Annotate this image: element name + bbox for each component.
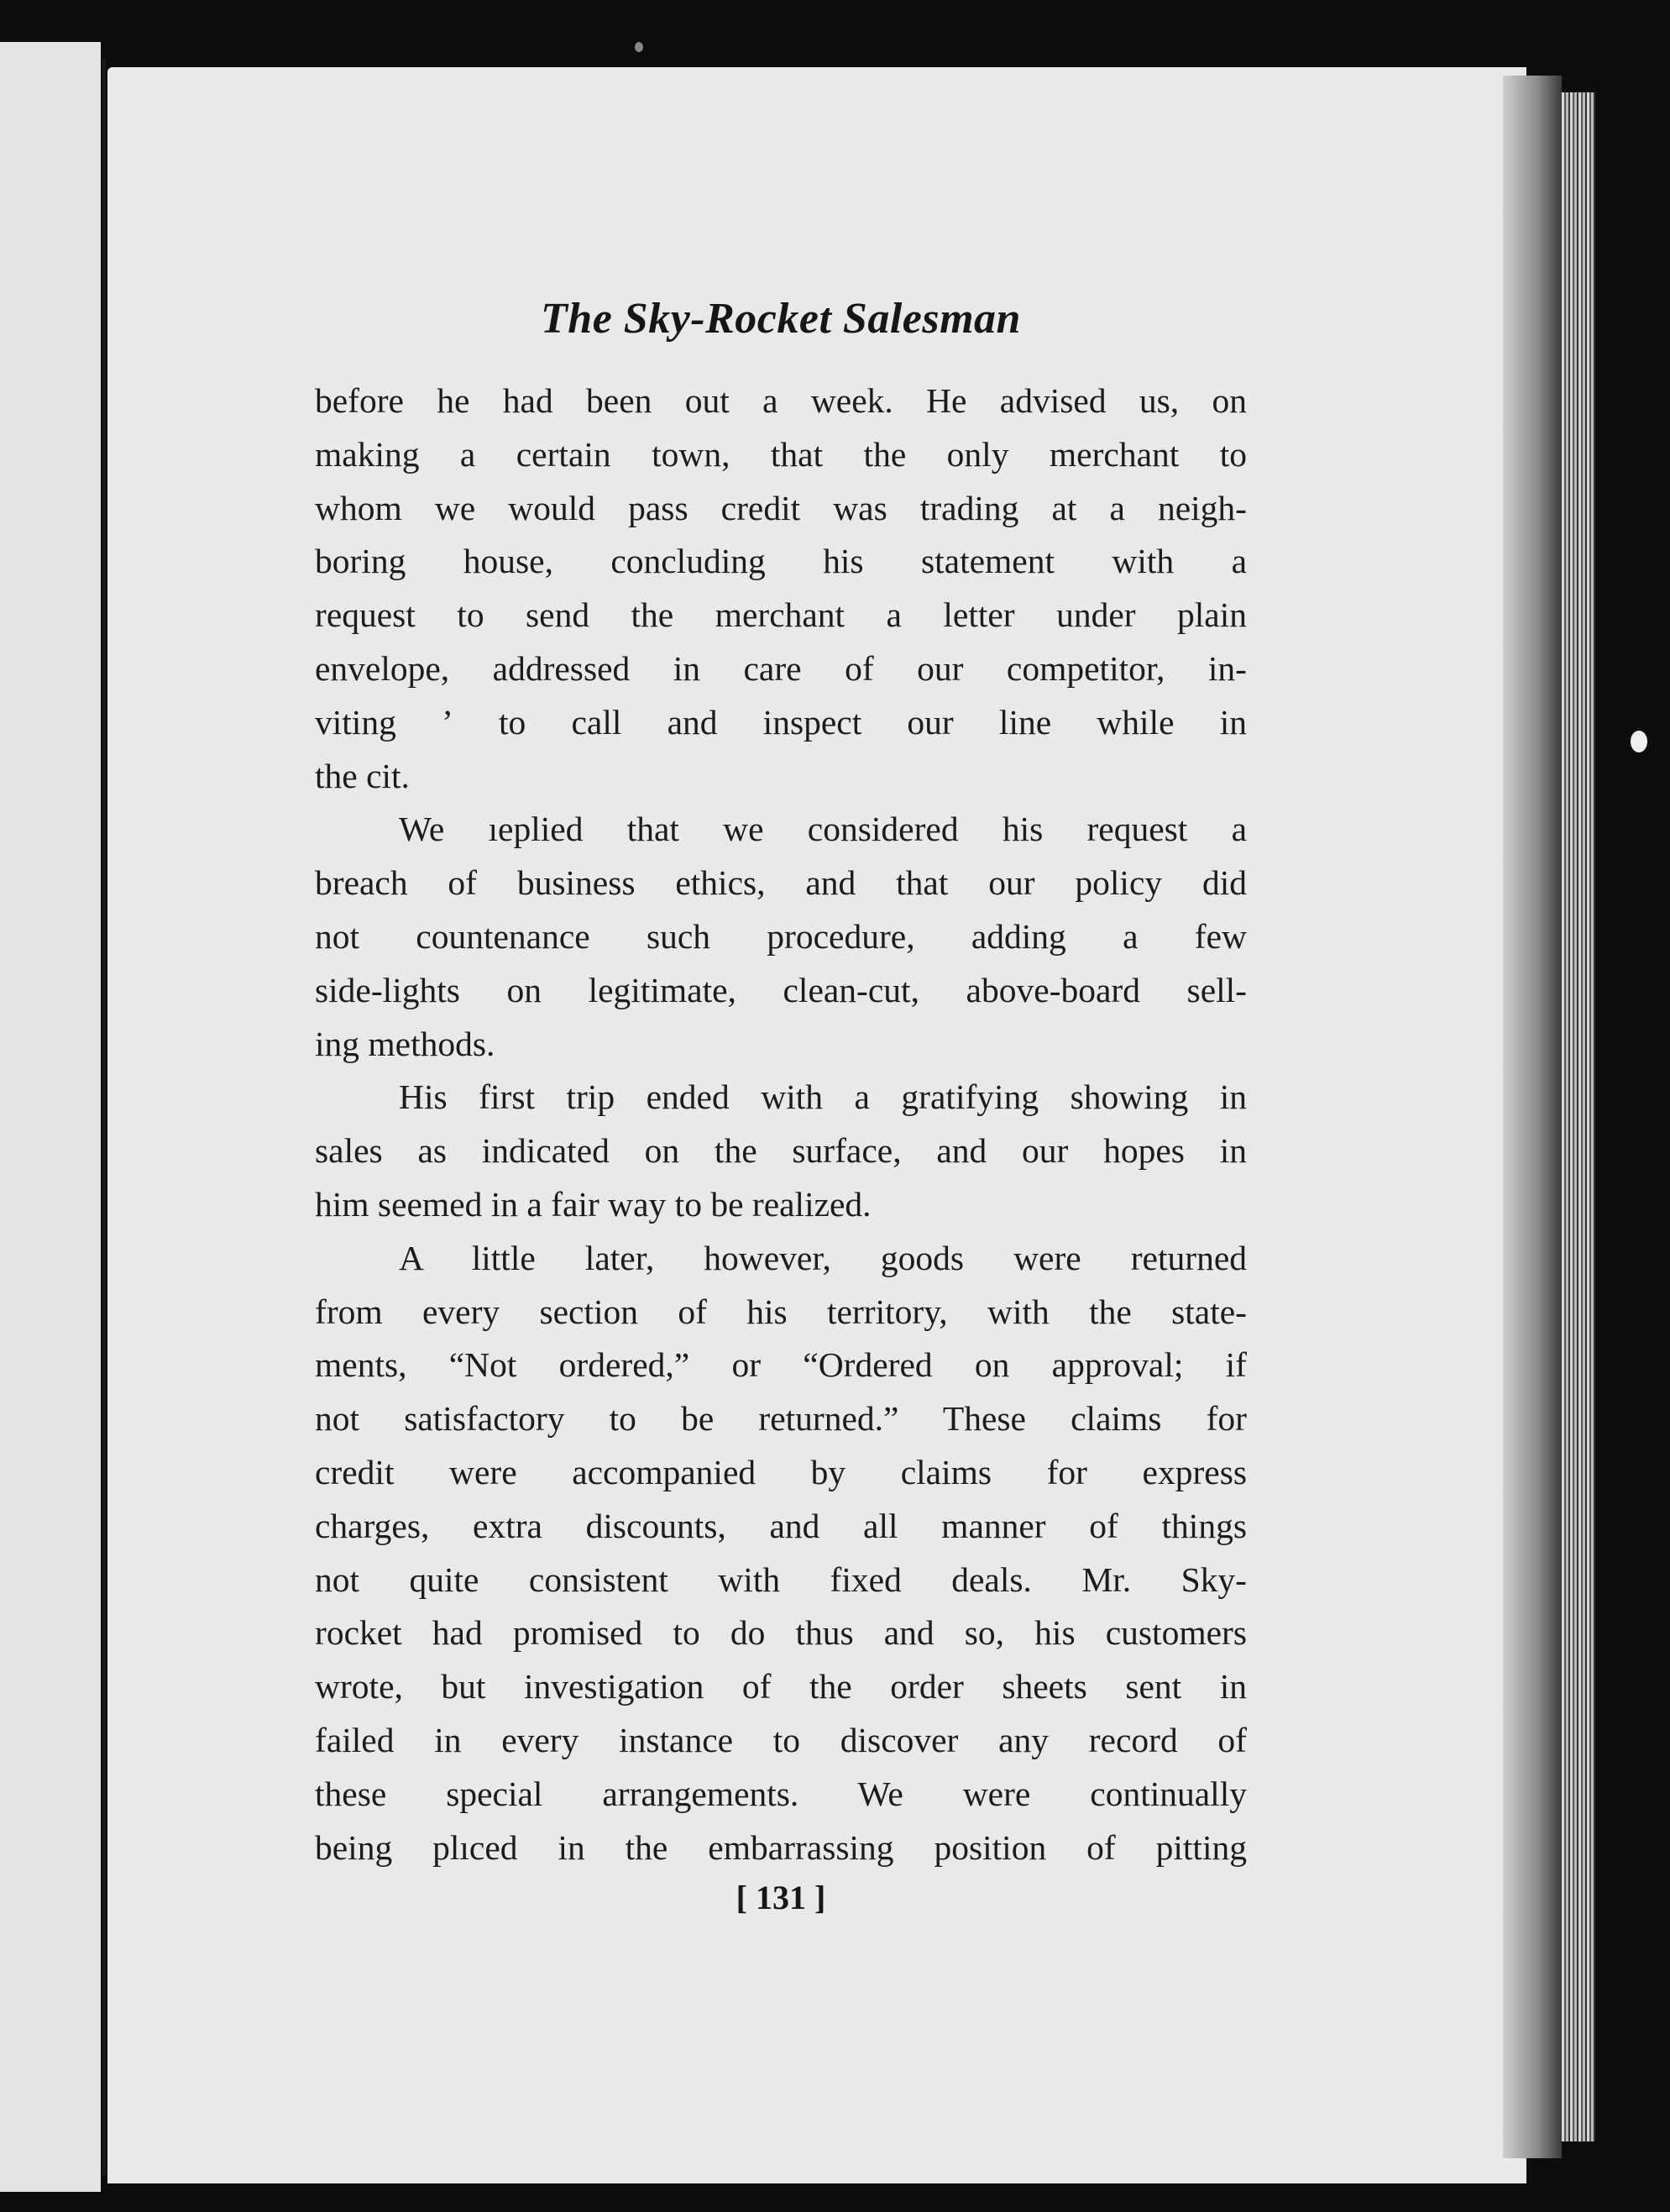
text-line: ing methods. — [315, 1024, 495, 1063]
text-line: envelope, addressed in care of our competitor, in- — [315, 648, 1247, 688]
running-head: The Sky-Rocket Salesman — [541, 295, 1021, 343]
text-line: charges, extra discounts, and all manner of things — [315, 1506, 1247, 1545]
text-line: boring house, concluding his statement with a — [315, 542, 1247, 581]
dust-speck — [635, 42, 643, 52]
text-line: not quite consistent with fixed deals. Mr. Sky- — [315, 1559, 1247, 1599]
text-line: not countenance such procedure, adding a few — [315, 916, 1247, 956]
paragraph-first-line: A little later, however, goods were returned — [399, 1238, 1247, 1277]
text-line: failed in every instance to discover any record of — [315, 1720, 1247, 1759]
left-page-edge — [0, 42, 101, 2192]
text-line: ments, “Not ordered,” or “Ordered on approval; if — [315, 1345, 1247, 1385]
page-stack-edges — [1562, 92, 1595, 2141]
paragraph-first-line: We ıeplied that we considered his request a — [399, 810, 1247, 849]
text-line: before he had been out a week. He advised us, on — [315, 381, 1247, 420]
text-line: side-lights on legitimate, clean-cut, above-board sell- — [315, 970, 1247, 1009]
page-number: [ 131 ] — [736, 1879, 826, 1916]
text-line: request to send the merchant a letter under plain — [315, 595, 1247, 635]
text-line: the cit. — [315, 756, 410, 795]
text-line: him seemed in a fair way to be realized. — [315, 1184, 872, 1224]
binding-gutter — [102, 59, 106, 2175]
body-text — [315, 375, 1247, 1874]
text-line: rocket had promised to do thus and so, his customers — [315, 1613, 1247, 1653]
text-line: these special arrangements. We were continually — [315, 1774, 1247, 1813]
text-line: wrote, but investigation of the order sheets sent in — [315, 1667, 1247, 1706]
page-curl-shadow — [1503, 76, 1562, 2158]
text-line: making a certain town, that the only merchant to — [315, 434, 1247, 474]
paragraph-first-line: His first trip ended with a gratifying showing in — [399, 1077, 1247, 1117]
dust-speck — [1631, 731, 1647, 752]
text-line: from every section of his territory, with the state- — [315, 1292, 1247, 1331]
text-line: whom we would pass credit was trading at a neigh- — [315, 488, 1247, 527]
text-line: being plıced in the embarrassing position of pitting — [315, 1827, 1247, 1867]
text-line: not satisfactory to be returned.” These claims for — [315, 1399, 1247, 1439]
text-line: sales as indicated on the surface, and our hopes in — [315, 1131, 1247, 1171]
text-line: credit were accompanied by claims for express — [315, 1452, 1247, 1491]
text-line: breach of business ethics, and that our policy did — [315, 863, 1247, 903]
text-line: viting ʼ to call and inspect our line while in — [315, 702, 1247, 742]
